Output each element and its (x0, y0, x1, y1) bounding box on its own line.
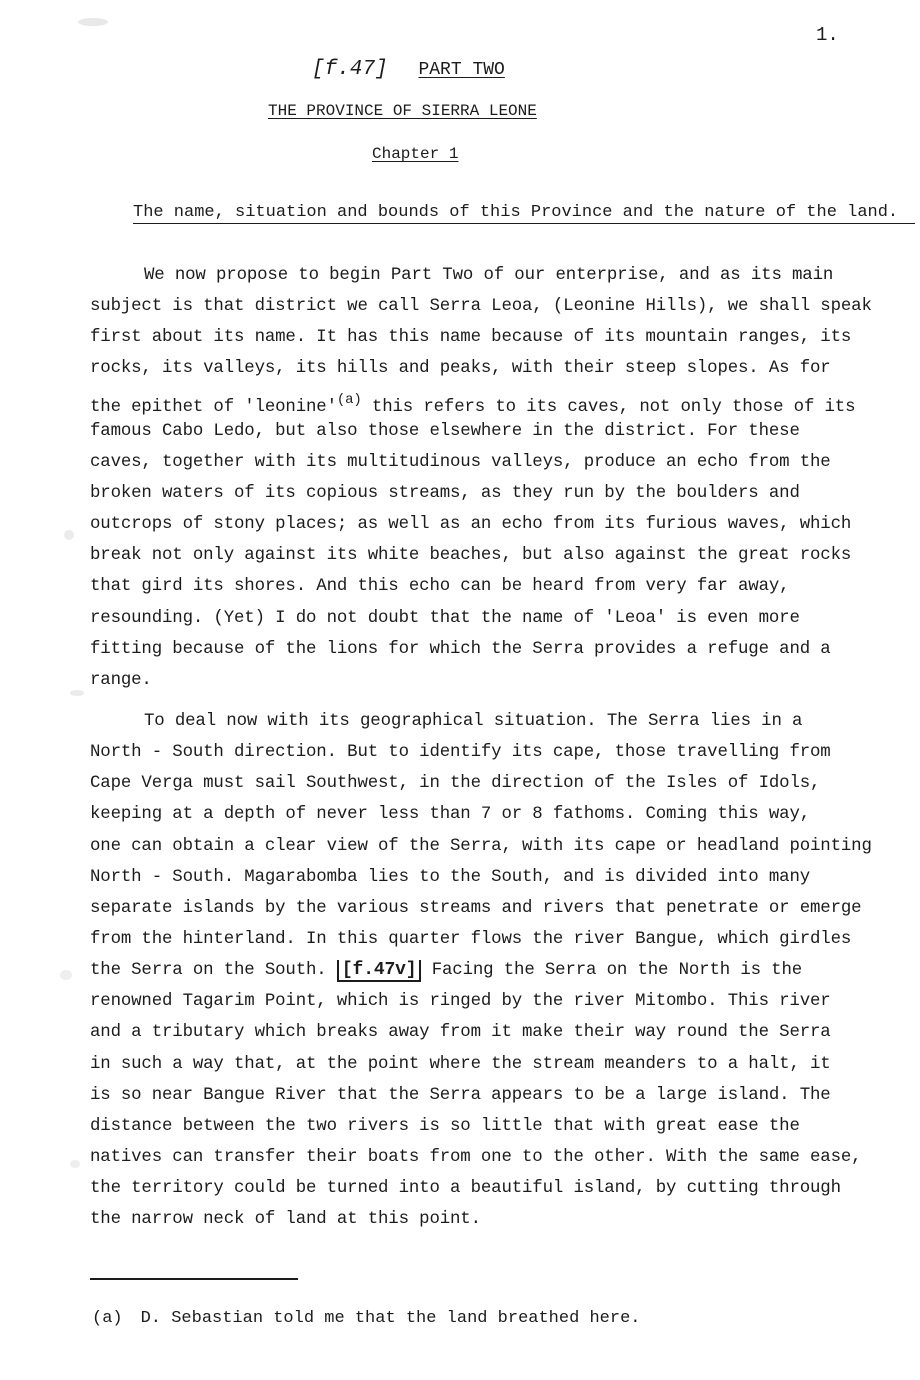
paragraph-line: We now propose to begin Part Two of our enterprise, and as its main (144, 266, 834, 285)
paragraph-line: caves, together with its multitudinous valleys, produce an echo from the (90, 452, 831, 472)
paragraph-line: North - South. Magarabomba lies to the South, and is divided into many (90, 867, 811, 887)
paragraph-line: one can obtain a clear view of the Serra, with its cape or headland pointing (90, 836, 872, 856)
paragraph-line-with-note (90, 385, 872, 416)
paragraph-line: keeping at a depth of never less than 7 or 8 fathoms. Coming this way, (90, 805, 811, 825)
paragraph-line: in such a way that, at the point where the stream meanders to a halt, it (90, 1054, 831, 1074)
paragraph-line-end: Facing the Serra on the North is the (421, 961, 803, 981)
scan-speck (64, 530, 74, 540)
paragraph-line: range. (90, 670, 152, 690)
paragraph-line: separate islands by the various streams and rivers that penetrate or emerge (90, 898, 862, 918)
paragraph-line: famous Cabo Ledo, but also those elsewhere in the district. For these (90, 421, 800, 441)
footnote-reference: (a) (336, 391, 362, 408)
scan-speck (78, 18, 108, 26)
paragraph-line: renowned Tagarim Point, which is ringed by the river Mitombo. This river (90, 992, 831, 1012)
paragraph-line: and a tributary which breaks away from it make their way round the Serra (90, 1023, 831, 1043)
paragraph-line: Cape Verga must sail Southwest, in the direction of the Isles of Idols, (90, 774, 821, 794)
paragraph-line: subject is that district we call Serra Leoa, (Leonine Hills), we shall speak (90, 297, 872, 317)
paragraph-line: resounding. (Yet) I do not doubt that the name of 'Leoa' is even more (90, 608, 800, 628)
paragraph-line: North - South direction. But to identify its cape, those travelling from (90, 743, 831, 763)
paragraph-line-start: the Serra on the South. (90, 961, 327, 981)
paragraph-situation (90, 706, 872, 1235)
paragraph-line: the territory could be turned into a beautiful island, by cutting through (90, 1179, 841, 1199)
folio-reference: [f.47] (312, 58, 388, 81)
paragraph-line-with-folio (90, 955, 872, 986)
paragraph-line: break not only against its white beaches, but also against the great rocks (90, 546, 852, 566)
chapter-title: Chapter 1 (372, 145, 459, 163)
paragraph-line: distance between the two rivers is so little that with great ease the (90, 1116, 800, 1136)
paragraph-line-start: the epithet of 'leonine' (90, 397, 337, 417)
footnote-divider (90, 1278, 298, 1280)
scan-speck (70, 690, 84, 696)
part-heading (312, 58, 505, 81)
page-number: 1. (816, 24, 839, 46)
province-title: THE PROVINCE OF SIERRA LEONE (268, 102, 537, 120)
paragraph-line: outcrops of stony places; as well as an echo from its furious waves, which (90, 515, 852, 535)
paragraph-line: the narrow neck of land at this point. (90, 1210, 481, 1230)
footnote (92, 1309, 641, 1328)
paragraph-line: first about its name. It has this name because of its mountain ranges, its (90, 328, 852, 348)
paragraph-line: broken waters of its copious streams, as they run by the boulders and (90, 483, 800, 503)
section-title: The name, situation and bounds of this Province and the nature of the land. (133, 203, 915, 224)
paragraph-line: from the hinterland. In this quarter flows the river Bangue, which girdles (90, 929, 852, 949)
paragraph-line-end: this refers to its caves, not only those of its (361, 397, 856, 417)
scan-speck (60, 970, 72, 980)
paragraph-line: that gird its shores. And this echo can be heard from very far away, (90, 577, 790, 597)
paragraph-line: natives can transfer their boats from one to the other. With the same ease, (90, 1147, 862, 1167)
scan-speck (70, 1160, 80, 1168)
part-title: PART TWO (418, 60, 505, 80)
paragraph-name (90, 260, 872, 696)
paragraph-line: fitting because of the lions for which the Serra provides a refuge and a (90, 639, 831, 659)
inline-folio-reference: [f.47v] (337, 960, 422, 982)
footnote-text: D. Sebastian told me that the land breathed here. (140, 1309, 641, 1328)
paragraph-line: To deal now with its geographical situation. The Serra lies in a (144, 712, 803, 731)
paragraph-line: rocks, its valleys, its hills and peaks, with their steep slopes. As for (90, 359, 831, 379)
footnote-marker: (a) (92, 1309, 123, 1328)
paragraph-line: is so near Bangue River that the Serra appears to be a large island. The (90, 1085, 831, 1105)
